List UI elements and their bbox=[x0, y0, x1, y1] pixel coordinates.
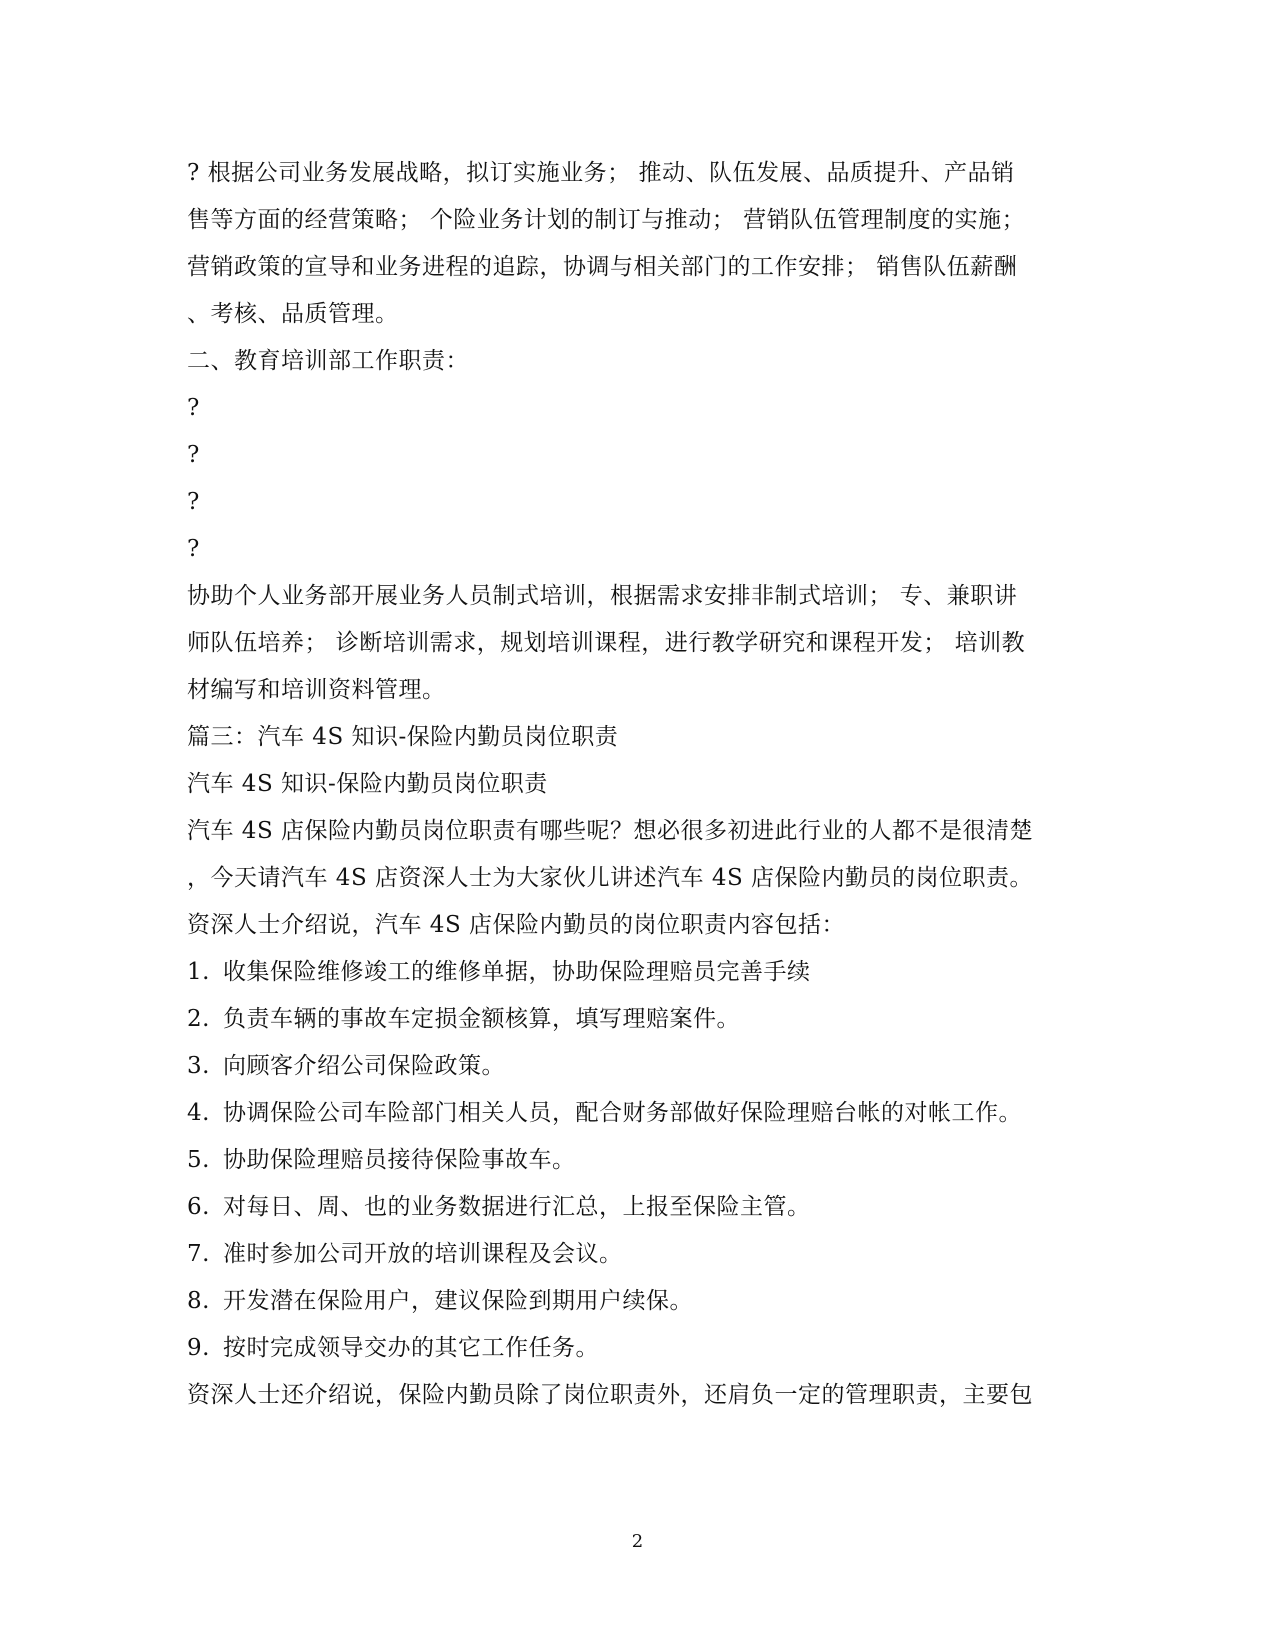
list-item-number: 4. bbox=[187, 1100, 210, 1126]
list-item-number: 5. bbox=[187, 1147, 210, 1173]
list-item-number: 8. bbox=[187, 1288, 210, 1314]
list-item bbox=[187, 1286, 693, 1316]
paragraph-line: 材编写和培训资料管理。 bbox=[187, 677, 446, 703]
list-item-text: 收集保险维修竣工的维修单据，协助保险理赔员完善手续 bbox=[223, 959, 811, 985]
list-item-text: 协调保险公司车险部门相关人员，配合财务部做好保险理赔台帐的对帐工作。 bbox=[223, 1100, 1022, 1126]
list-item bbox=[187, 1098, 1022, 1128]
list-item-text: 准时参加公司开放的培训课程及会议。 bbox=[223, 1241, 623, 1267]
bullet-placeholder: ? bbox=[187, 442, 200, 468]
list-item-number: 1. bbox=[187, 959, 210, 985]
list-item-number: 2. bbox=[187, 1006, 210, 1032]
list-item-number: 6. bbox=[187, 1194, 210, 1220]
list-item bbox=[187, 1239, 623, 1269]
list-item-text: 协助保险理赔员接待保险事故车。 bbox=[223, 1147, 576, 1173]
page-number: 2 bbox=[631, 1531, 644, 1552]
list-item bbox=[187, 1333, 599, 1363]
list-item-number: 7. bbox=[187, 1241, 210, 1267]
list-item bbox=[187, 1004, 740, 1034]
list-item bbox=[187, 1145, 576, 1175]
list-item-text: 按时完成领导交办的其它工作任务。 bbox=[223, 1335, 599, 1361]
list-item-text: 向顾客介绍公司保险政策。 bbox=[223, 1053, 505, 1079]
list-item bbox=[187, 1192, 811, 1222]
list-item bbox=[187, 957, 811, 987]
paragraph-line: 售等方面的经营策略； 个险业务计划的制订与推动； 营销队伍管理制度的实施； bbox=[187, 207, 1026, 233]
list-item-number: 9. bbox=[187, 1335, 210, 1361]
bullet-placeholder: ? bbox=[187, 536, 200, 562]
list-item bbox=[187, 1051, 505, 1081]
paragraph-line: ? 根据公司业务发展战略，拟订实施业务； 推动、队伍发展、品质提升、产品销 bbox=[187, 160, 1015, 186]
paragraph-line: 、考核、品质管理。 bbox=[187, 301, 399, 327]
list-item-text: 开发潜在保险用户，建议保险到期用户续保。 bbox=[223, 1288, 693, 1314]
bullet-placeholder: ? bbox=[187, 489, 200, 515]
paragraph-line: 师队伍培养； 诊断培训需求，规划培训课程，进行教学研究和课程开发； 培训教 bbox=[187, 630, 1026, 656]
paragraph-line: 资深人士还介绍说，保险内勤员除了岗位职责外，还肩负一定的管理职责，主要包 bbox=[187, 1382, 1033, 1408]
section-heading: 篇三：汽车 4S 知识-保险内勤员岗位职责 bbox=[187, 724, 619, 750]
list-item-number: 3. bbox=[187, 1053, 210, 1079]
list-item-text: 对每日、周、也的业务数据进行汇总，上报至保险主管。 bbox=[223, 1194, 811, 1220]
article-title: 汽车 4S 知识-保险内勤员岗位职责 bbox=[187, 771, 548, 797]
paragraph-line: 汽车 4S 店保险内勤员岗位职责有哪些呢？想必很多初进此行业的人都不是很清楚 bbox=[187, 818, 1034, 844]
bullet-placeholder: ? bbox=[187, 395, 200, 421]
paragraph-line: ，今天请汽车 4S 店资深人士为大家伙儿讲述汽车 4S 店保险内勤员的岗位职责。 bbox=[187, 865, 1034, 891]
list-item-text: 负责车辆的事故车定损金额核算，填写理赔案件。 bbox=[223, 1006, 740, 1032]
section-heading: 二、教育培训部工作职责： bbox=[187, 348, 469, 374]
paragraph-line: 营销政策的宣导和业务进程的追踪，协调与相关部门的工作安排； 销售队伍薪酬 bbox=[187, 254, 1018, 280]
paragraph-line: 协助个人业务部开展业务人员制式培训，根据需求安排非制式培训； 专、兼职讲 bbox=[187, 583, 1018, 609]
paragraph-line: 资深人士介绍说，汽车 4S 店保险内勤员的岗位职责内容包括： bbox=[187, 912, 846, 938]
